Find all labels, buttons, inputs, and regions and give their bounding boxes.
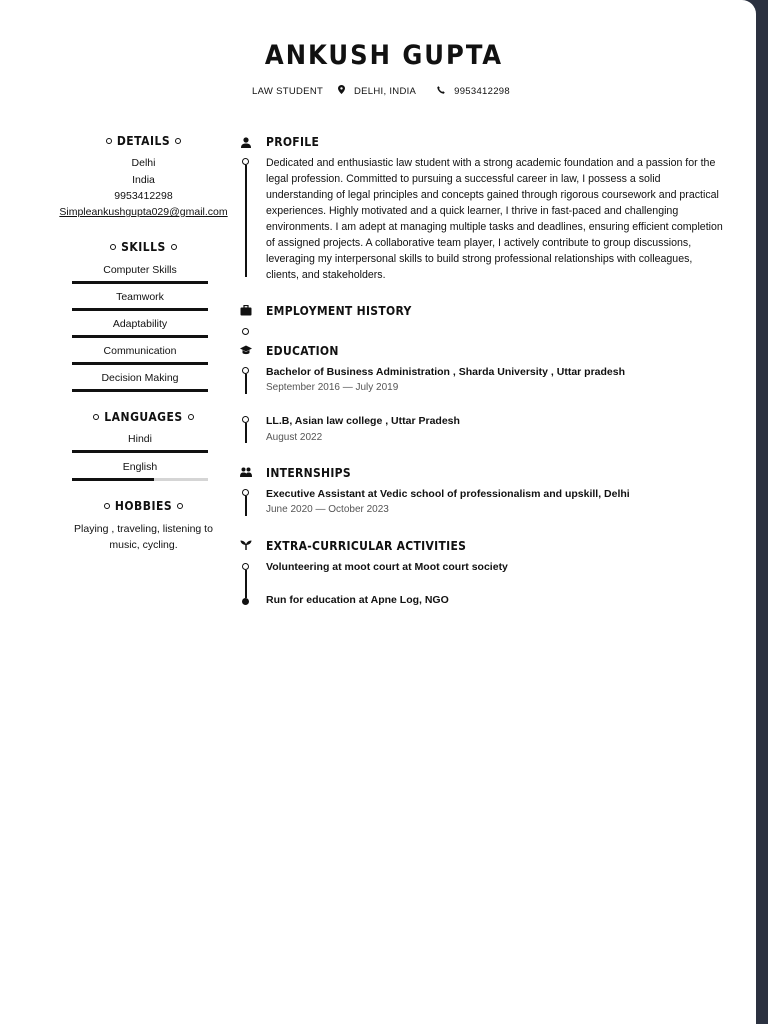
activity-title: Run for education at Apne Log, NGO xyxy=(266,594,449,606)
phone-icon xyxy=(437,86,445,94)
skill-bar xyxy=(72,308,208,311)
internship-date: June 2020 — October 2023 xyxy=(266,504,389,515)
people-icon xyxy=(240,467,252,477)
skill-bar xyxy=(72,281,208,284)
language-level-fill xyxy=(72,478,154,481)
profile-text: Dedicated and enthusiastic law student with a strong academic foundation and a passion for the legal profession. Committed to pursuing a successful career in law, I possess a solid understanding of legal principles and concepts gained through rigorous coursework and practical experiences. Highly motivated and a quick learner, I thrive in fast-paced and challenging environments. I am adept at managing multiple tasks and deadlines, ensuring efficient completion of assigned projects. A collaborative team player, I actively contribute to group discussions, leveraging my interpersonal skills to build strong professional relationships with colleagues, clients, and stakeholders. xyxy=(266,157,723,281)
activities-heading: EXTRA-CURRICULAR ACTIVITIES xyxy=(266,539,467,553)
hobbies-line: music, cycling. xyxy=(109,539,178,551)
resume-name: ANKUSH GUPTA xyxy=(264,40,504,71)
details-country: India xyxy=(132,174,155,186)
languages-heading: LANGUAGES xyxy=(52,410,235,424)
skill-bar xyxy=(72,362,208,365)
language-item: English xyxy=(122,461,158,473)
timeline-dot xyxy=(242,416,249,423)
phone-item xyxy=(437,86,516,97)
skill-bar xyxy=(72,335,208,338)
skill-item: Communication xyxy=(103,345,177,357)
hobbies-line: Playing , traveling, listening to xyxy=(74,523,213,535)
timeline-line xyxy=(245,165,247,277)
timeline-dot xyxy=(242,328,249,335)
education-heading: EDUCATION xyxy=(266,344,339,358)
timeline-line xyxy=(245,496,247,516)
phone-text: 9953412298 xyxy=(454,86,510,97)
timeline-dot xyxy=(242,598,249,605)
language-level-bar xyxy=(72,478,208,481)
timeline-line xyxy=(245,374,247,394)
role-text: LAW STUDENT xyxy=(252,86,324,97)
details-email-link[interactable]: Simpleankushgupta029@gmail.com xyxy=(59,206,228,218)
activity-title: Volunteering at moot court at Moot court society xyxy=(266,561,508,573)
details-heading: DETAILS xyxy=(52,134,235,148)
skills-heading: SKILLS xyxy=(52,240,235,254)
timeline-line xyxy=(245,423,247,443)
hobbies-heading: HOBBIES xyxy=(52,499,235,513)
education-title: LL.B, Asian law college , Uttar Pradesh xyxy=(266,415,460,427)
timeline-line xyxy=(245,570,247,598)
skill-item: Decision Making xyxy=(101,372,179,384)
header-subtitle xyxy=(0,85,756,97)
skill-item: Adaptability xyxy=(112,318,168,330)
education-title: Bachelor of Business Administration , Sharda University , Uttar pradesh xyxy=(266,366,626,378)
sprout-icon xyxy=(240,540,252,550)
location-pin-icon xyxy=(338,85,345,94)
briefcase-icon xyxy=(240,305,252,316)
skill-bar xyxy=(72,389,208,392)
education-date: August 2022 xyxy=(266,432,323,443)
location-item xyxy=(338,86,422,97)
language-item: Hindi xyxy=(128,433,152,445)
profile-heading: PROFILE xyxy=(266,135,320,149)
employment-heading: EMPLOYMENT HISTORY xyxy=(266,304,412,318)
internships-heading: INTERNSHIPS xyxy=(266,466,351,480)
details-city: Delhi xyxy=(131,157,156,169)
location-text: DELHI, INDIA xyxy=(354,86,417,97)
graduation-cap-icon xyxy=(240,345,252,355)
timeline-dot xyxy=(242,158,249,165)
timeline-dot xyxy=(242,489,249,496)
timeline-dot xyxy=(242,563,249,570)
person-icon xyxy=(240,137,252,148)
language-level-bar xyxy=(72,450,208,453)
details-phone: 9953412298 xyxy=(114,190,173,202)
internship-title: Executive Assistant at Vedic school of professionalism and upskill, Delhi xyxy=(266,488,630,500)
education-date: September 2016 — July 2019 xyxy=(266,382,399,393)
skill-item: Computer Skills xyxy=(103,264,177,276)
timeline-dot xyxy=(242,367,249,374)
skill-item: Teamwork xyxy=(116,291,164,303)
